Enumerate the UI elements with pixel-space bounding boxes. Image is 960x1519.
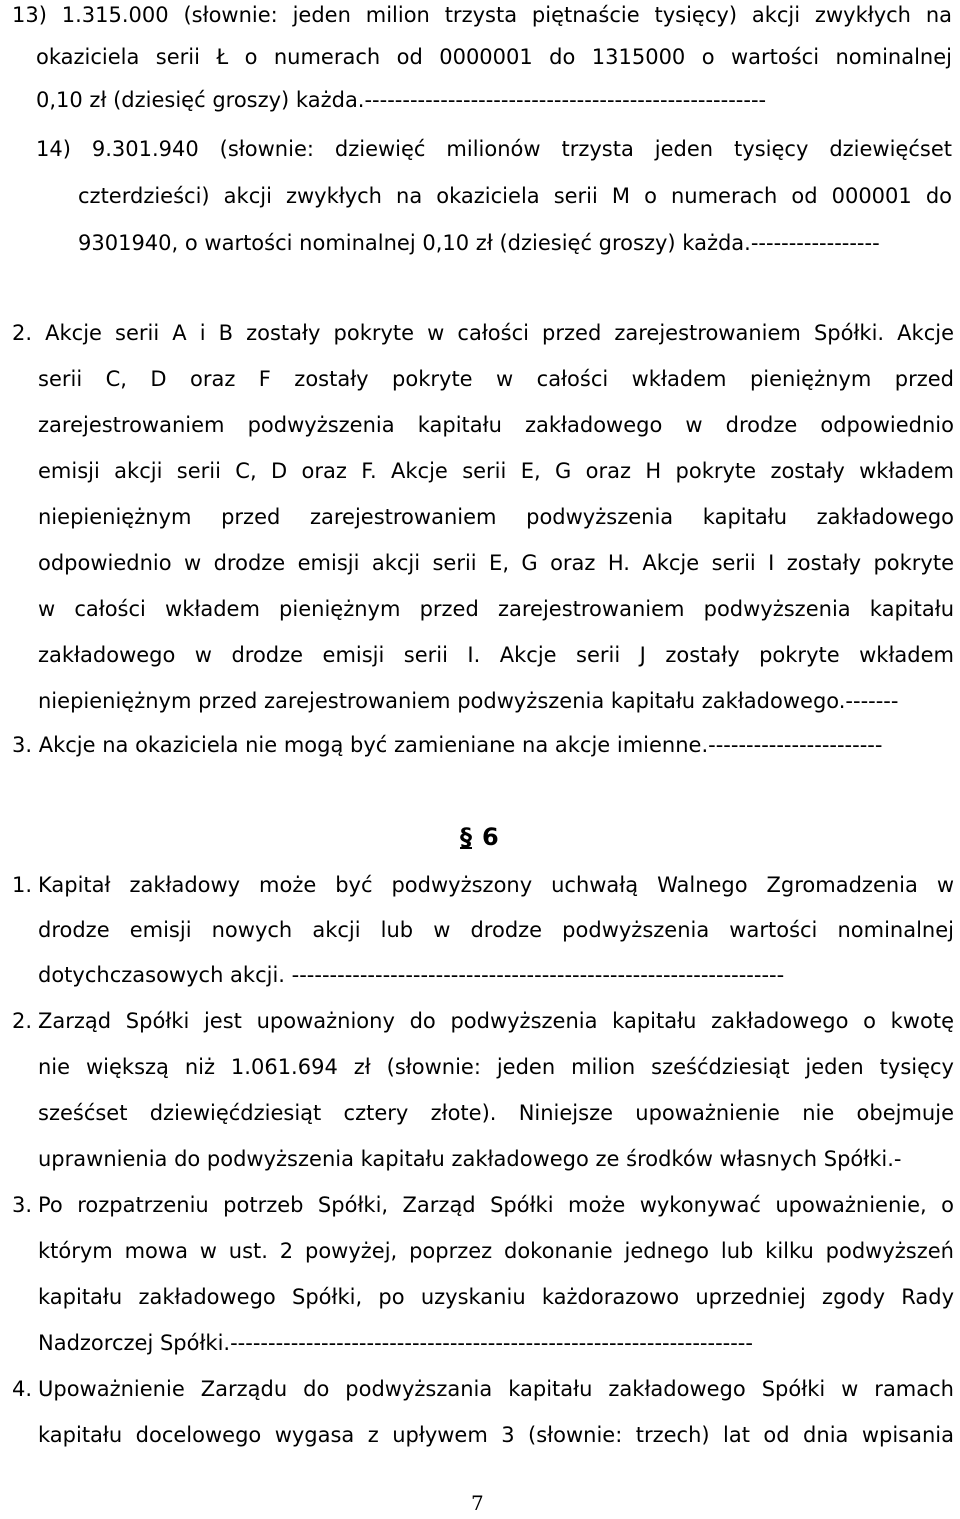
para2-line-6: odpowiednio w drodze emisji akcji serii E, G oraz H. Akcje serii I zostały pokryte bbox=[38, 551, 954, 575]
para2-line-1: 2. Akcje serii A i B zostały pokryte w całości przed zarejestrowaniem Spółki. Akcje bbox=[12, 321, 954, 345]
para2-line-7: w całości wkładem pieniężnym przed zarejestrowaniem podwyższenia kapitału bbox=[38, 597, 954, 621]
s6-2-number: 2. bbox=[12, 1009, 33, 1033]
section-symbol: § bbox=[460, 823, 472, 851]
s6-2-line-3: sześćset dziewięćdziesiąt cztery złote). Niniejsze upoważnienie nie obejmuje bbox=[38, 1101, 954, 1125]
s6-2-line-4: uprawnienia do podwyższenia kapitału zakładowego ze środków własnych Spółki.- bbox=[38, 1147, 902, 1171]
section-number: 6 bbox=[482, 823, 499, 851]
item13-line-2: okaziciela serii Ł o numerach od 0000001 do 1315000 o wartości nominalnej bbox=[36, 45, 952, 69]
s6-4-line-2: kapitału docelowego wygasa z upływem 3 (słownie: trzech) lat od dnia wpisania bbox=[38, 1423, 954, 1447]
s6-1-line-3: dotychczasowych akcji. ----------------------------------------------------------------- bbox=[38, 963, 785, 987]
s6-3-line-3: kapitału zakładowego Spółki, po uzyskaniu każdorazowo uprzedniej zgody Rady bbox=[38, 1285, 954, 1309]
item13-line-1: 13) 1.315.000 (słownie: jeden milion trzysta piętnaście tysięcy) akcji zwykłych na bbox=[12, 3, 952, 27]
s6-3-number: 3. bbox=[12, 1193, 33, 1217]
s6-1-number: 1. bbox=[12, 873, 33, 897]
para2-line-3: zarejestrowaniem podwyższenia kapitału zakładowego w drodze odpowiednio bbox=[38, 413, 954, 437]
para2-line-4: emisji akcji serii C, D oraz F. Akcje serii E, G oraz H pokryte zostały wkładem bbox=[38, 459, 954, 483]
item13-line-3: 0,10 zł (dziesięć groszy) każda.----------------------------------------------------- bbox=[36, 88, 767, 112]
item14-line-2: czterdzieści) akcji zwykłych na okaziciela serii M o numerach od 000001 do bbox=[78, 184, 952, 208]
para2-line-5: niepieniężnym przed zarejestrowaniem podwyższenia kapitału zakładowego bbox=[38, 505, 954, 529]
s6-4-line-1: Upoważnienie Zarządu do podwyższania kapitału zakładowego Spółki w ramach bbox=[38, 1377, 954, 1401]
para2-line-9: niepieniężnym przed zarejestrowaniem podwyższenia kapitału zakładowego.------- bbox=[38, 689, 899, 713]
item14-line-1: 14) 9.301.940 (słownie: dziewięć milionów trzysta jeden tysięcy dziewięćset bbox=[36, 137, 952, 161]
item14-line-3: 9301940, o wartości nominalnej 0,10 zł (dziesięć groszy) każda.----------------- bbox=[78, 231, 880, 255]
para2-line-2: serii C, D oraz F zostały pokryte w całości wkładem pieniężnym przed bbox=[38, 367, 954, 391]
s6-3-line-4: Nadzorczej Spółki.--------------------------------------------------------------------- bbox=[38, 1331, 753, 1355]
s6-3-line-2: którym mowa w ust. 2 powyżej, poprzez dokonanie jednego lub kilku podwyższeń bbox=[38, 1239, 954, 1263]
s6-4-number: 4. bbox=[12, 1377, 33, 1401]
s6-1-line-1: Kapitał zakładowy może być podwyższony uchwałą Walnego Zgromadzenia w bbox=[38, 873, 954, 897]
s6-3-line-1: Po rozpatrzeniu potrzeb Spółki, Zarząd Spółki może wykonywać upoważnienie, o bbox=[38, 1193, 954, 1217]
s6-1-line-2: drodze emisji nowych akcji lub w drodze podwyższenia wartości nominalnej bbox=[38, 918, 954, 942]
section-heading bbox=[460, 822, 499, 852]
s6-2-line-1: Zarząd Spółki jest upoważniony do podwyższenia kapitału zakładowego o kwotę bbox=[38, 1009, 954, 1033]
para3-line-1: 3. Akcje na okaziciela nie mogą być zamieniane na akcje imienne.----------------------- bbox=[12, 733, 883, 757]
s6-2-line-2: nie większą niż 1.061.694 zł (słownie: jeden milion sześćdziesiąt jeden tysięcy bbox=[38, 1055, 954, 1079]
page-number: 7 bbox=[471, 1491, 484, 1515]
para2-line-8: zakładowego w drodze emisji serii I. Akcje serii J zostały pokryte wkładem bbox=[38, 643, 954, 667]
